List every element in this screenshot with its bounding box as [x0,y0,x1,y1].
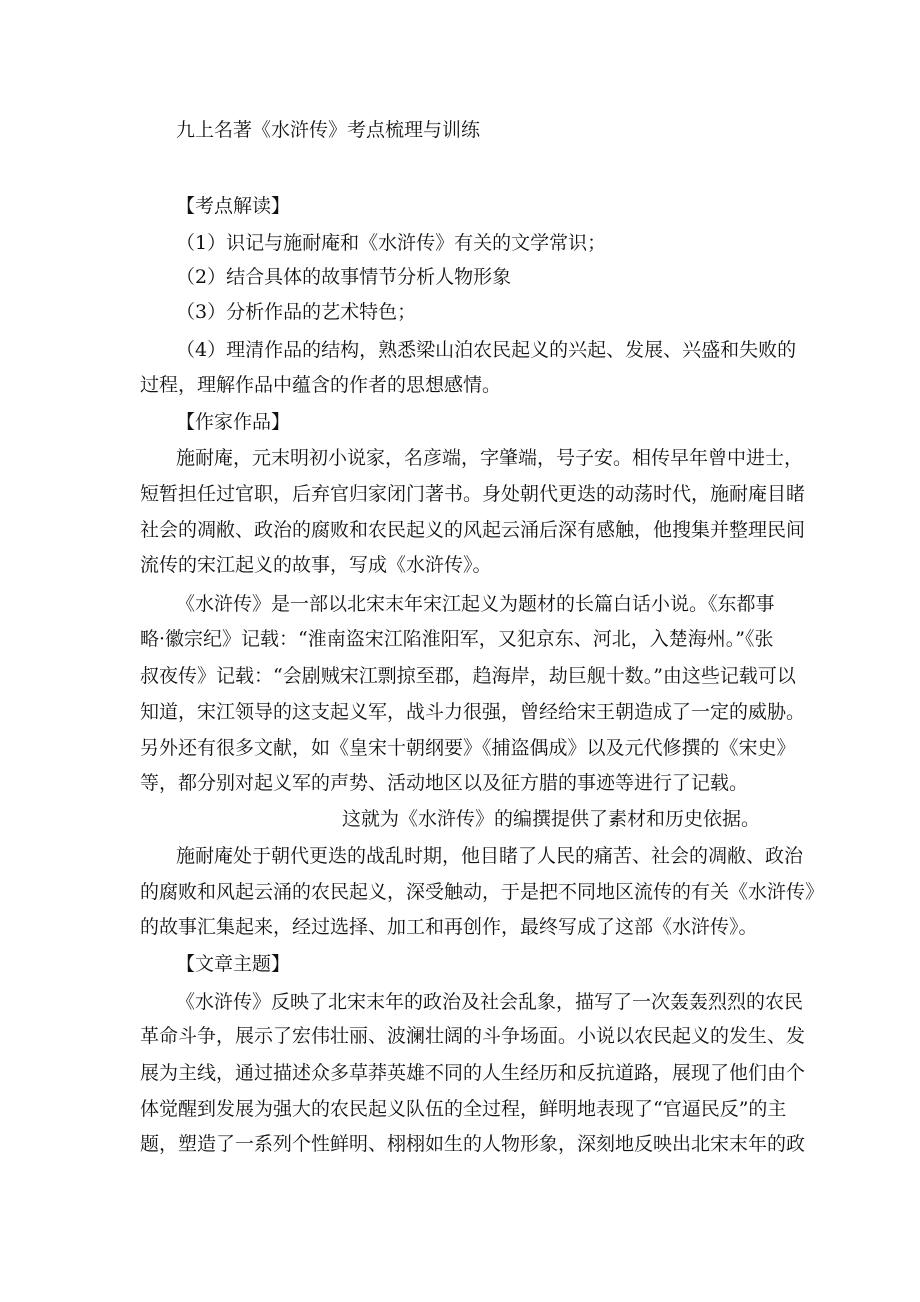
zuojia-para3-line2: 的腐败和风起云涌的农民起义，深受触动，于是把不同地区流传的有关《水浒传》 [140,881,825,903]
zuojia-para3-line1: 施耐庵处于朝代更迭的战乱时期，他目睹了人民的痛苦、社会的凋敝、政治 [176,845,804,867]
zuojia-para2-line4: 知道，宋江领导的这支起义军，战斗力很强，曾经给宋王朝造成了一定的威胁。 [140,701,806,723]
zuojia-para2-line5: 另外还有很多文献，如《皇宋十朝纲要》《捕盗偶成》以及元代修撰的《宋史》 [140,737,796,759]
kaodian-item-4-cont: 过程，理解作品中蕴含的作者的思想感情。 [140,374,502,396]
zhuti-para-line4: 体觉醒到发展为强大的农民起义队伍的全过程，鲜明地表现了“官逼民反”的主 [140,1098,787,1120]
zuojia-para2-line2: 略·徽宗纪》记载：“淮南盗宋江陷淮阳军，又犯京东、河北，入楚海州。”《张 [140,628,774,650]
zhuti-para-line2: 革命斗争，展示了宏伟壮丽、波澜壮阔的斗争场面。小说以农民起义的发生、发 [140,1025,806,1047]
zuojia-para1-line4: 流传的宋江起义的故事，写成《水浒传》。 [140,554,492,576]
kaodian-item-4: （4）理清作品的结构，熟悉梁山泊农民起义的兴起、发展、兴盛和失败的 [176,339,797,361]
section-heading-zhuti: 【文章主题】 [176,953,291,975]
section-heading-zuojia: 【作家作品】 [176,411,291,433]
zuojia-para3-line3: 的故事汇集起来，经过选择、加工和再创作，最终写成了这部《水浒传》。 [140,916,758,938]
zuojia-para2-line3: 叔夜传》记载：“会剧贼宋江剽掠至郡，趋海岸，劫巨舰十数。”由这些记载可以 [140,665,796,687]
zuojia-para2-line1: 《水浒传》是一部以北宋末年宋江起义为题材的长篇白话小说。《东都事 [176,593,775,615]
zhuti-para-line3: 展为主线，通过描述众多草莽英雄不同的人生经历和反抗道路，展现了他们由个 [140,1062,806,1084]
zuojia-para2-line6: 等，都分别对起义军的声势、活动地区以及征方腊的事迹等进行了记载。 [140,772,749,794]
zuojia-para1-line2: 短暂担任过官职，后弃官归家闭门著书。身处朝代更迭的动荡时代，施耐庵目睹 [140,483,806,505]
zuojia-para1-line3: 社会的凋敝、政治的腐败和农民起义的风起云涌后深有感触，他搜集并整理民间 [140,519,806,541]
zhuti-para-line5: 题，塑造了一系列个性鲜明、栩栩如生的人物形象，深刻地反映出北宋末年的政 [140,1133,806,1155]
zuojia-para1-line1: 施耐庵，元末明初小说家，名彦端，字肇端，号子安。相传早年曾中进士， [176,447,804,469]
document-title: 九上名著《水浒传》考点梳理与训练 [176,119,481,141]
kaodian-item-1: （1）识记与施耐庵和《水浒传》有关的文学常识； [176,232,607,254]
zhuti-para-line1: 《水浒传》反映了北宋末年的政治及社会乱象，描写了一次轰轰烈烈的农民 [176,991,804,1013]
zuojia-center-line: 这就为《水浒传》的编撰提供了素材和历史依据。 [342,808,761,830]
section-heading-kaodian: 【考点解读】 [176,195,291,217]
kaodian-item-2: （2）结合具体的故事情节分析人物形象 [176,266,512,288]
kaodian-item-3: （3）分析作品的艺术特色； [176,301,417,323]
